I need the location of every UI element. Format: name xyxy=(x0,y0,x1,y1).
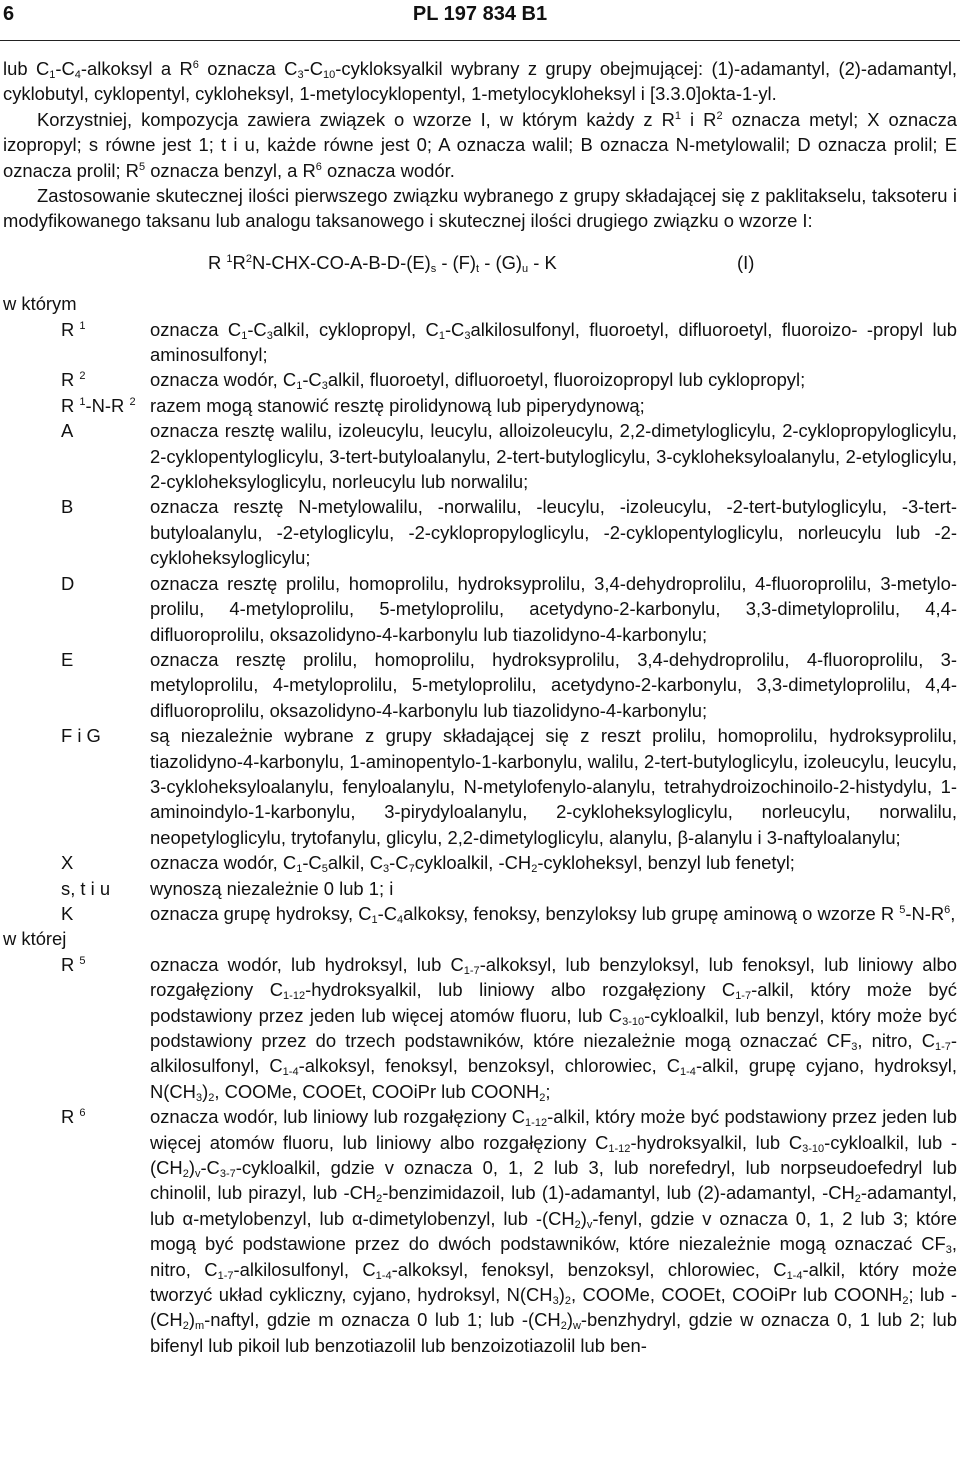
definition-symbol xyxy=(3,393,150,418)
subscript: 3 xyxy=(383,863,390,876)
text-run: -C xyxy=(303,58,323,79)
subscript: 2 xyxy=(182,1168,189,1181)
subscript: 1-12 xyxy=(525,1117,548,1130)
chemical-formula xyxy=(208,250,557,275)
text-run: oznacza C xyxy=(150,318,242,340)
text-run: -cykloalkil, gdzie v oznacza 0, 1, 2 lub 3, lub norefedryl, lub norpseudoefedryl lub chinolil, lub pirazyl, lub -CH xyxy=(150,1157,957,1204)
subscript: 2 xyxy=(574,1218,581,1231)
subscript: 1-7 xyxy=(934,1041,951,1054)
text-run: B xyxy=(61,496,74,518)
text-run: -C xyxy=(389,852,409,874)
text-run: oznacza wodór, lub hydroksyl, lub C xyxy=(150,953,464,975)
superscript: 5 xyxy=(899,903,906,916)
definition-text xyxy=(150,393,957,418)
text-run: -benzimidazoil, lub (1)-adamantyl, lub (2)-adamantyl, -CH xyxy=(382,1182,855,1204)
text-run: -cykloalkil, lub -(CH xyxy=(150,1131,957,1179)
text-run: -C xyxy=(247,318,267,340)
superscript: 1 xyxy=(674,109,682,122)
definition-text xyxy=(150,418,957,494)
definition-row xyxy=(3,901,957,926)
text-run: Zastosowanie skutecznej ilości pierwszego związku wybranego z grupy składającej się z paklitakselu, taksoteru i modyfikowanego taksanu lub analogu taksanowego i skutecznej ilości drugiego związku o wzorze I: xyxy=(3,185,957,232)
text-run: ) xyxy=(202,1080,209,1102)
text-run: -alkoksyl, fenoksyl, benzoksyl, chlorowiec, C xyxy=(391,1258,787,1280)
subscript: 1-7 xyxy=(217,1269,234,1282)
subscript: 3-7 xyxy=(219,1168,236,1181)
subscript: 2 xyxy=(531,863,538,876)
definition-row xyxy=(3,367,957,392)
text-run: - K xyxy=(528,251,557,273)
paragraph-preferred-compound xyxy=(3,107,957,183)
text-run: -alkoksyl a R xyxy=(80,58,193,79)
definition-symbol xyxy=(3,723,150,850)
subscript: 1 xyxy=(49,69,56,81)
text-run: -alkil, który może być podstawiony przez jeden lub więcej atomów fluoru, lub liniowy albo rozgałęziony C xyxy=(150,1106,957,1153)
text-run: F i G xyxy=(61,725,101,747)
text-run: R xyxy=(61,394,80,416)
text-run: -cykloalkil, lub benzyl, który może być podstawiony przez do trzech podstawników, które niezależnie mogą oznaczać CF xyxy=(150,1004,957,1052)
subscript: 5 xyxy=(321,863,328,876)
definition-text xyxy=(150,317,957,368)
text-run: Korzystniej, kompozycja zawiera związek o wzorze I, w którym każdy z R xyxy=(37,108,675,130)
text-run: -C xyxy=(55,58,75,79)
subscript: 2 xyxy=(182,1320,189,1333)
text-run: R xyxy=(232,251,246,273)
intro-w-ktorej: w której xyxy=(3,928,67,950)
text-run: -adamantyl, lub α-metylobenzyl, lub α-dimetylobenzyl, lub -(CH xyxy=(150,1182,958,1229)
text-run: oznacza wodór, C xyxy=(150,852,297,874)
subscript: 3 xyxy=(945,1244,952,1257)
text-run: oznacza wodór, lub liniowy lub rozgałęziony C xyxy=(150,1106,526,1128)
definition-text xyxy=(150,494,957,570)
definition-symbol xyxy=(3,418,150,494)
definition-symbol xyxy=(3,876,150,901)
definition-row xyxy=(3,418,957,494)
subscript: 2 xyxy=(560,1320,567,1333)
subscript: v xyxy=(586,1218,593,1231)
definition-row xyxy=(3,393,957,418)
text-run: lub C xyxy=(3,58,50,79)
text-run: R xyxy=(61,318,80,340)
subscript: 7 xyxy=(408,863,415,876)
definition-row xyxy=(3,494,957,570)
superscript: 6 xyxy=(944,903,951,916)
text-run: -alkilosulfonyl, C xyxy=(233,1258,376,1280)
text-run: -alkoksyl, fenoksyl, benzoksyl, chlorowiec, C xyxy=(298,1055,681,1077)
superscript: 1 xyxy=(79,319,86,332)
definition-symbol xyxy=(3,850,150,875)
text-run: -C xyxy=(302,852,322,874)
text-run: oznacza resztę walilu, izoleucylu, leucylu, alloizoleucylu, 2,2-dimetyloglicylu, 2-cyklopropyloglicylu, 2-cyklopentyloglicylu, 3-tert-butyloalanylu, 2-tert-butyloglicylu, 3-cykloheksyloalanylu, 2-etyloglicylu, 2-cykloheksyloglicylu, norleucylu lub norwalilu; xyxy=(150,420,957,493)
page-number: 6 xyxy=(3,3,15,25)
subscript: 3 xyxy=(297,69,304,81)
superscript: 2 xyxy=(245,252,252,265)
subscript: 1-7 xyxy=(735,990,752,1003)
subscript: w xyxy=(572,1320,581,1333)
text-run: alkil, C xyxy=(327,852,384,874)
definition-symbol xyxy=(3,494,150,570)
subscript: 1 xyxy=(241,329,248,342)
subscript: 1-4 xyxy=(375,1269,392,1282)
text-run: ) xyxy=(580,1207,587,1229)
text-run: oznacza wodór. xyxy=(321,159,455,181)
text-run: -hydroksyalkil, lub liniowy albo rozgałęziony C xyxy=(305,979,736,1001)
definition-text xyxy=(150,571,957,647)
text-run: alkil, fluoroetyl, difluoroetyl, fluoroizopropyl lub cyklopropyl; xyxy=(327,369,806,391)
text-run: alkil, cyklopropyl, C xyxy=(272,318,439,340)
subscript: s xyxy=(430,262,437,275)
text-run: i R xyxy=(681,108,717,130)
superscript: 1 xyxy=(226,252,233,265)
definition-symbol xyxy=(3,952,150,1104)
text-run: K xyxy=(61,902,74,924)
definition-row xyxy=(3,723,957,850)
definition-list-1 xyxy=(3,317,957,927)
subscript: 1 xyxy=(296,863,303,876)
subscript: 3-10 xyxy=(802,1142,825,1155)
text-run: ; lub -(CH xyxy=(150,1284,957,1331)
definition-symbol xyxy=(3,571,150,647)
text-run: alkilosulfonyl, fluoroetyl, difluoroetyl, fluoroizo- -propyl lub aminosulfonyl; xyxy=(150,318,958,366)
text-run: D xyxy=(61,572,75,594)
subscript: 3 xyxy=(195,1091,203,1104)
definition-text xyxy=(150,723,957,850)
text-run: E xyxy=(61,648,74,670)
definition-row xyxy=(3,647,957,723)
text-run: wynoszą niezależnie 0 lub 1; i xyxy=(150,877,394,899)
paragraph-claim-use xyxy=(3,183,957,234)
definition-text xyxy=(150,952,957,1104)
text-run: R xyxy=(61,953,80,975)
text-run: są niezależnie wybrane z grupy składającej się z reszt prolilu, homoprolilu, hydroksyprolilu, tiazolidyno-4-karbonylu, 1-aminopentylo-1-karbonylu, walilu, 2-tert-butyloglicylu, izoleucylu, leucylu, 3-cykloheksyloalanylu, fenyloalanylu, N-metylofenylo-alanylu, tetrahydroizochinoilo-2-histydylu, 1-aminoindylo-1-karbonylu, 3-pirydyloalanylu, 2-cykloheksyloglicylu, norleucylu, norwalilu, neopetyloglicylu, trytofanylu, glicylu, 2,2-dimetyloglicylu, alanylu, β-alanylu i 3-naftyloalanylu; xyxy=(150,725,957,848)
text-run: -fenyl, gdzie v oznacza 0, 1, 2 lub 3; które mogą być podstawione przez do dwóch podstawników, które niezależnie mogą oznaczać CF xyxy=(150,1207,957,1255)
text-run: cykloalkil, -CH xyxy=(414,852,532,874)
definition-row xyxy=(3,571,957,647)
formula-label: (I) xyxy=(737,251,755,273)
superscript: 5 xyxy=(138,160,146,173)
text-run: oznacza grupę hydroksy, C xyxy=(150,902,372,924)
text-run: -benzhydryl, gdzie w oznacza 0, 1 lub 2; lub bifenyl lub pikoil lub benzotiazolil lub benzoizotiazolil lub ben- xyxy=(150,1309,957,1356)
definition-symbol xyxy=(3,901,150,926)
subscript: 2 xyxy=(208,1091,215,1104)
subscript: v xyxy=(194,1168,201,1181)
subscript: u xyxy=(522,262,529,275)
text-run: A xyxy=(61,420,74,442)
text-run: oznacza resztę prolilu, homoprolilu, hydroksyprolilu, 3,4-dehydroprolilu, 4-fluoroprolilu, 3-metylo-prolilu, 4-metyloprolilu, 5-metyloprolilu, acetydyno-2-karbonylu, 3,3-dimetyloprolilu, 4,4-difluoroprolilu, oksazolidyno-4-karbonylu lub tiazolidyno-4-karbonylu; xyxy=(150,572,957,645)
text-run: , COOMe, COOEt, COOiPr lub COONH xyxy=(570,1284,903,1306)
subscript: t xyxy=(476,262,480,275)
text-run: ) xyxy=(566,1309,573,1331)
text-run: N-CHX-CO-A-B-D-(E) xyxy=(251,251,431,273)
text-run: razem mogą stanowić resztę pirolidynową lub piperydynową; xyxy=(150,394,645,416)
subscript: 1 xyxy=(296,380,303,393)
text-run: oznacza resztę N-metylowalilu, -norwalilu, -leucylu, -izoleucylu, -2-tert-butyloglicylu, -3-tert-butyloalanylu, -2-etyloglicylu, -2-cyklopropyloglicylu, -2-cyklopentyloglicylu, norleucylu lub -2-cykloheksyloglicylu; xyxy=(150,496,957,569)
text-run: X xyxy=(61,852,74,874)
subscript: 1-4 xyxy=(282,1066,299,1079)
page-content xyxy=(3,56,957,1358)
superscript: 2 xyxy=(79,370,86,383)
subscript: 10 xyxy=(323,69,336,81)
subscript: 1-12 xyxy=(608,1142,631,1155)
subscript: 3 xyxy=(552,1295,559,1308)
definition-row xyxy=(3,850,957,875)
subscript: 2 xyxy=(902,1295,909,1308)
subscript: 2 xyxy=(564,1295,571,1308)
superscript: 6 xyxy=(315,160,322,173)
text-run: R xyxy=(61,1106,80,1128)
subscript: m xyxy=(194,1320,205,1333)
text-run: -hydroksyalkil, lub C xyxy=(630,1131,803,1153)
subscript: 1-7 xyxy=(463,964,480,977)
text-run: ) xyxy=(188,1157,195,1179)
text-run: s, t i u xyxy=(61,877,111,899)
text-run: R xyxy=(61,369,80,391)
subscript: 3 xyxy=(851,1041,858,1054)
text-run: oznacza metyl; X oznacza izopropyl; s równe jest 1; t i u, każde równe jest 0; A oznacza walil; B oznacza N-metylowalil; D oznacza prolil; E oznacza prolil; R xyxy=(3,108,957,181)
text-run: -alkoksyl, lub benzyloksyl, lub fenoksyl, lub liniowy albo rozgałęziony C xyxy=(150,953,957,1001)
definition-text xyxy=(150,367,957,392)
subscript: 1-4 xyxy=(680,1066,696,1079)
subscript: 1-12 xyxy=(283,990,306,1003)
text-run: -N-R xyxy=(85,394,130,416)
superscript: 2 xyxy=(129,395,136,408)
definition-symbol xyxy=(3,367,150,392)
definition-text xyxy=(150,1104,957,1358)
definition-symbol xyxy=(3,1104,150,1358)
superscript: 6 xyxy=(192,59,199,71)
definition-text xyxy=(150,876,957,901)
subscript: 1 xyxy=(371,913,378,926)
text-run: -alkil, który może być podstawiony przez jeden lub więcej atomów fluoru, lub C xyxy=(150,979,957,1026)
text-run: -C xyxy=(377,902,398,924)
page-header xyxy=(0,0,960,41)
text-run: , nitro, C xyxy=(857,1030,935,1052)
subscript: 3 xyxy=(321,380,328,393)
superscript: 6 xyxy=(79,1107,86,1120)
text-run: oznacza wodór, C xyxy=(150,369,297,391)
definition-row xyxy=(3,952,957,1104)
text-run: -N-R xyxy=(905,902,945,924)
subscript: 2 xyxy=(854,1193,861,1206)
text-run: -alkil, grupę cyjano, hydroksyl, N(CH xyxy=(150,1055,957,1102)
document-id: PL 197 834 B1 xyxy=(412,3,548,25)
formula-line xyxy=(3,250,957,275)
text-run: - (G) xyxy=(479,251,523,273)
definition-text xyxy=(150,850,957,875)
definition-row xyxy=(3,317,957,368)
subscript: 1-4 xyxy=(786,1269,803,1282)
superscript: 2 xyxy=(716,109,723,122)
text-run: -alkilosulfonyl, C xyxy=(150,1030,958,1077)
text-run: , COOMe, COOEt, COOiPr lub COONH xyxy=(214,1080,540,1102)
subscript: 2 xyxy=(376,1193,383,1206)
subscript: 1 xyxy=(438,329,445,342)
intro-w-ktorym: w którym xyxy=(3,293,77,315)
text-run: -alkil, który może tworzyć układ cykliczny, cyjano, hydroksyl, N(CH xyxy=(150,1258,958,1306)
subscript: 3 xyxy=(464,329,471,342)
subscript: 3 xyxy=(266,329,273,342)
definition-row xyxy=(3,1104,957,1358)
subscript: 2 xyxy=(539,1091,546,1104)
text-run: R xyxy=(208,251,227,273)
text-run: ) xyxy=(188,1309,195,1331)
text-run: -cykloksyalkil wybrany z grupy obejmującej: (1)-adamantyl, (2)-adamantyl, cyklobutyl, cyklopentyl, cykloheksyl, 1-metylocyklopentyl, 1-metylocykloheksyl i [3.3.0]okta-1-yl. xyxy=(3,58,958,105)
text-run: alkoksy, fenoksy, benzyloksy lub grupę aminową o wzorze R xyxy=(403,902,900,924)
paragraph-continuation xyxy=(3,56,957,107)
text-run: oznacza resztę prolilu, homoprolilu, hydroksyprolilu, 3,4-dehydroprolilu, 4-fluoroprolilu, 3-metyloprolilu, 4-metyloprolilu, 5-metyloprolilu, acetydyno-2-karbonylu, 3,3-dimetyloprolilu, 4,4-difluoroprolilu, oksazolidyno-4-karbonylu lub tiazolidyno-4-karbonylu; xyxy=(150,648,957,721)
definition-symbol xyxy=(3,317,150,368)
subscript: 4 xyxy=(397,913,404,926)
text-run: -C xyxy=(200,1157,220,1179)
definition-text xyxy=(150,901,957,926)
text-run: oznacza C xyxy=(198,58,298,79)
text-run: , xyxy=(950,902,956,924)
text-run: - (F) xyxy=(436,251,477,273)
definition-list-2 xyxy=(3,952,957,1359)
text-run: -C xyxy=(444,318,465,340)
subscript: 3-10 xyxy=(622,1015,645,1028)
text-run: -naftyl, gdzie m oznacza 0 lub 1; lub -(CH xyxy=(204,1309,561,1331)
subscript: 4 xyxy=(74,69,81,81)
text-run: ) xyxy=(558,1284,565,1306)
definition-row xyxy=(3,876,957,901)
text-run: , nitro, C xyxy=(150,1233,957,1280)
definition-symbol xyxy=(3,647,150,723)
superscript: 1 xyxy=(79,395,86,408)
definition-text xyxy=(150,647,957,723)
text-run: oznacza benzyl, a R xyxy=(145,159,316,181)
text-run: ; xyxy=(545,1080,551,1102)
text-run: -C xyxy=(302,369,322,391)
superscript: 5 xyxy=(79,954,86,967)
text-run: -cykloheksyl, benzyl lub fenetyl; xyxy=(537,852,795,874)
